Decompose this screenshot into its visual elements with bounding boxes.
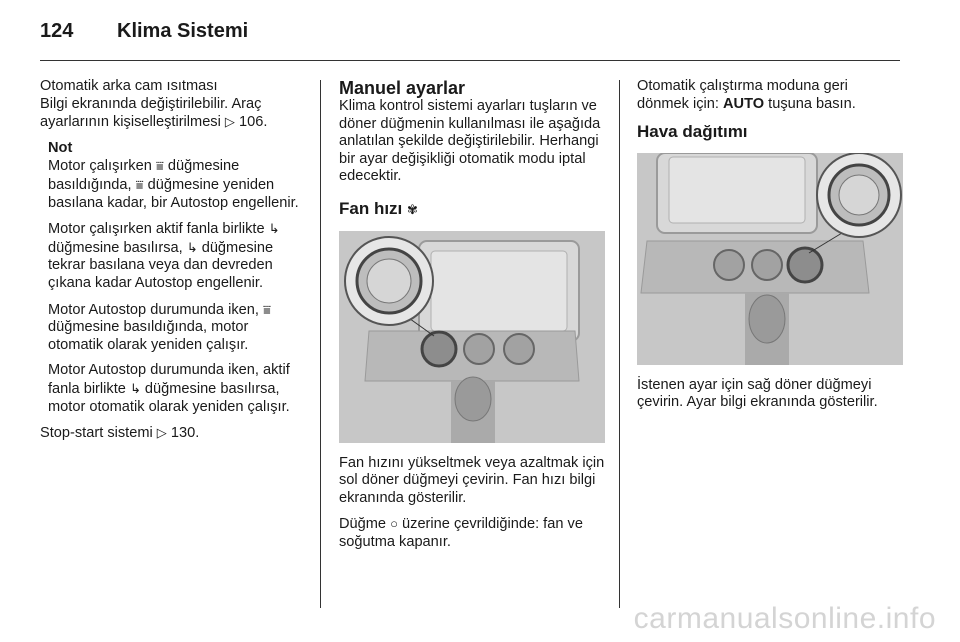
airflow-icon: ↳ bbox=[268, 221, 280, 237]
note4-text-a: Motor Autostop durumunda iken, aktif fanla birlikte bbox=[48, 362, 290, 397]
fan-off-text-b: üzerine çevrildiğinde: fan ve soğutma kapanır. bbox=[339, 516, 583, 550]
airflow-icon: ↳ bbox=[186, 239, 198, 255]
note3-text-b: düğmesine basıldığında, motor otomatik olarak yeniden çalışır. bbox=[48, 319, 249, 353]
paragraph-rear-window bbox=[40, 78, 306, 132]
airflow-icon: ↳ bbox=[129, 380, 141, 396]
page-header bbox=[0, 0, 960, 62]
paragraph-air-distribution: İstenen ayar için sağ döner düğmeyi çevirin. Ayar bilgi ekranında gösterilir. bbox=[637, 376, 878, 411]
note1-text-a: Motor çalışırken bbox=[48, 158, 152, 175]
page-number: 124 bbox=[40, 20, 74, 42]
auto-mode-text-a: Otomatik çalıştırma moduna geri dönmek için: bbox=[637, 78, 848, 112]
header-rule bbox=[40, 60, 900, 61]
paragraph-auto-mode bbox=[637, 78, 903, 113]
figure-fan-knob bbox=[339, 231, 605, 443]
defrost-icon: ⩸ bbox=[155, 158, 164, 174]
reference-arrow-icon: ▷ bbox=[224, 114, 235, 130]
reference-link[interactable]: 106. bbox=[238, 114, 268, 131]
paragraph-stop-start bbox=[40, 424, 306, 443]
note-paragraph-4 bbox=[48, 362, 306, 416]
figure-distribution-knob bbox=[637, 153, 903, 365]
fan-icon: ✾ bbox=[407, 201, 418, 217]
fan-speed-title: Fan hızı bbox=[339, 198, 403, 218]
note-paragraph-1 bbox=[48, 157, 306, 212]
stop-start-text: Stop-start sistemi bbox=[40, 425, 153, 442]
note4-text-b: düğmesine basılırsa, motor otomatik olarak yeniden çalışır. bbox=[48, 380, 290, 415]
note2-text-c: düğmesine tekrar basılana veya dan devreden çıkana kadar Autostop engellenir. bbox=[48, 239, 274, 291]
defrost-icon: ⩸ bbox=[263, 301, 271, 317]
auto-button-label: AUTO bbox=[723, 95, 765, 112]
reference-link[interactable]: 130. bbox=[170, 425, 200, 442]
column-middle bbox=[339, 78, 605, 560]
auto-mode-text-b: tuşuna basın. bbox=[768, 95, 856, 112]
subheading-fan-speed bbox=[339, 200, 605, 219]
note2-text-a: Motor çalışırken aktif fanla birlikte bbox=[48, 221, 265, 238]
rear-window-title: Otomatik arka cam ısıtması bbox=[40, 78, 218, 94]
section-heading-manual: Manuel ayarlar bbox=[339, 78, 466, 98]
column-divider-2 bbox=[619, 80, 620, 608]
page-title: Klima Sistemi bbox=[117, 20, 249, 42]
fan-off-text-a: Düğme bbox=[339, 516, 387, 533]
dashboard-illustration-right bbox=[637, 153, 903, 365]
note2-text-b: düğmesine basılırsa, bbox=[48, 239, 183, 256]
rear-window-text: Bilgi ekranında değiştirilebilir. Araç ayarlarının kişiselleştirilmesi bbox=[40, 95, 262, 131]
subheading-air-distribution: Hava dağıtımı bbox=[637, 122, 748, 142]
note-block bbox=[48, 140, 306, 416]
dashboard-illustration-left bbox=[339, 231, 605, 443]
note-paragraph-3 bbox=[48, 301, 306, 355]
paragraph-manual-intro: Klima kontrol sistemi ayarları tuşların ve döner düğmenin kullanılması ile aşağıda anlatılan şekilde değiştirilebilir. Herhangi bir ayar değişikliği otomatik modu iptal edecektir. bbox=[339, 98, 601, 185]
off-circle-icon: ○ bbox=[390, 516, 398, 532]
column-right bbox=[637, 78, 903, 420]
note1-text-b: düğmesine basıldığında, bbox=[48, 158, 240, 193]
defrost-icon: ⩸ bbox=[135, 176, 144, 192]
note1-text-c: düğmesine yeniden basılana kadar, bir Autostop engellenir. bbox=[48, 176, 299, 211]
note-paragraph-2 bbox=[48, 220, 306, 292]
watermark: carmanualsonline.info bbox=[633, 602, 936, 635]
column-left bbox=[40, 78, 306, 451]
note3-text-a: Motor Autostop durumunda iken, bbox=[48, 301, 259, 318]
note-heading: Not bbox=[48, 139, 73, 156]
column-divider-1 bbox=[320, 80, 321, 608]
reference-arrow-icon: ▷ bbox=[156, 425, 167, 441]
paragraph-fan-off bbox=[339, 515, 605, 551]
paragraph-fan-speed: Fan hızını yükseltmek veya azaltmak için sol döner düğmeyi çevirin. Fan hızı bilgi ekranında gösterilir. bbox=[339, 454, 605, 506]
